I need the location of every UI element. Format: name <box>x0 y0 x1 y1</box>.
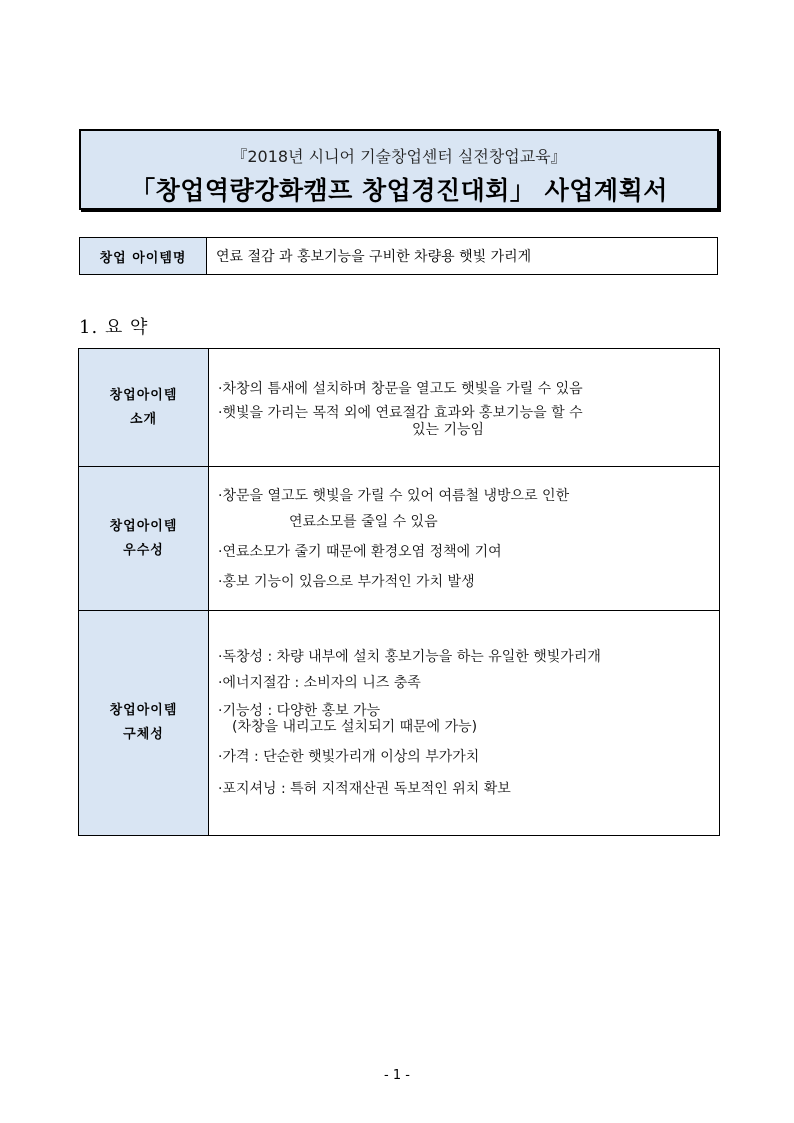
row-label: 창업아이템 소개 <box>79 349 209 467</box>
document-subtitle: 『2018년 시니어 기술창업센터 실전창업교육』 <box>231 147 567 166</box>
content-line: ·홍보 기능이 있음으로 부가적인 가치 발생 <box>218 573 475 590</box>
item-name-row <box>79 237 718 275</box>
content-line: ·창문을 열고도 햇빛을 가릴 수 있어 여름철 냉방으로 인한 <box>218 487 570 504</box>
content-line: ·독창성 : 차량 내부에 설치 홍보기능을 하는 유일한 햇빛가리개 <box>218 649 601 665</box>
content-line: (차창을 내리고도 설치되기 때문에 가능) <box>232 719 478 735</box>
content-line: ·포지셔닝 : 특허 지적재산권 독보적인 위치 확보 <box>218 781 511 797</box>
content-line: ·차창의 틈새에 설치하며 창문을 열고도 햇빛을 가릴 수 있음 <box>218 380 583 397</box>
summary-table <box>78 348 720 836</box>
title-box <box>79 129 719 210</box>
row-label: 창업아이템 구체성 <box>79 611 209 836</box>
content-line: ·가격 : 단순한 햇빛가리개 이상의 부가가치 <box>218 749 480 765</box>
document-title: 「창업역량강화캠프 창업경진대회」 사업계획서 <box>130 176 668 205</box>
content-line: ·연료소모가 줄기 때문에 환경오염 정책에 기여 <box>218 543 502 560</box>
item-name-label: 창업 아이템명 <box>80 238 207 274</box>
content-line: ·기능성 : 다양한 홍보 가능 <box>218 703 381 719</box>
item-name-value: 연료 절감 과 홍보기능을 구비한 차량용 햇빛 가리게 <box>216 249 532 265</box>
summary-row-specifics <box>79 611 720 836</box>
summary-row-intro <box>79 349 720 467</box>
row-label: 창업아이템 우수성 <box>79 467 209 611</box>
summary-row-excellence <box>79 467 720 611</box>
row-content <box>209 611 720 836</box>
row-content <box>209 349 720 467</box>
content-line: ·에너지절감 : 소비자의 니즈 충족 <box>218 675 421 691</box>
content-line: 연료소모를 줄일 수 있음 <box>289 513 438 530</box>
content-line: ·햇빛을 가리는 목적 외에 연료절감 효과와 홍보기능을 할 수 <box>218 404 583 421</box>
page-number: - 1 - <box>384 1068 410 1083</box>
row-content <box>209 467 720 611</box>
section-heading: 1. 요 약 <box>79 317 149 338</box>
content-line: 있는 기능임 <box>412 421 485 438</box>
